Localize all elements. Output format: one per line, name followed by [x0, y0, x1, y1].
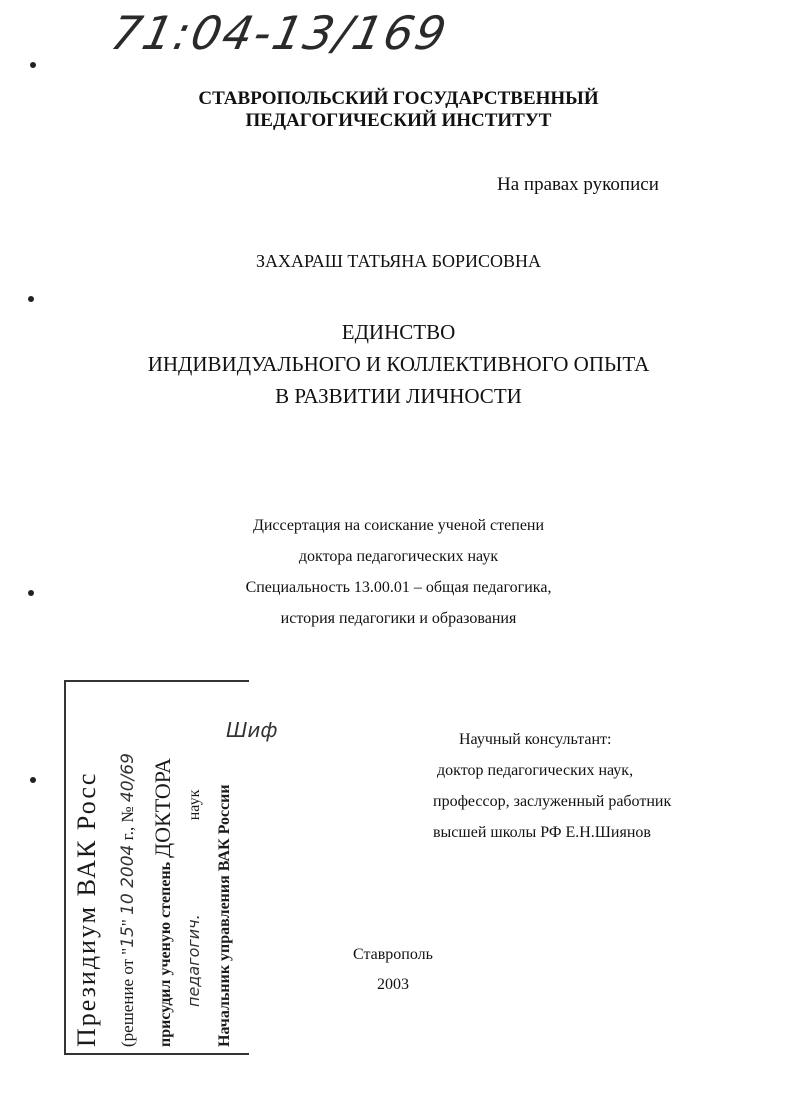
- dissertation-line: Диссертация на соискание ученой степени: [252, 517, 545, 534]
- city: Ставрополь: [353, 946, 433, 963]
- stamp-decision-suffix: г., №: [118, 806, 137, 841]
- consultant-degree: доктор педагогических наук,: [437, 762, 634, 779]
- archive-number: 71:04-13/169: [106, 6, 453, 60]
- stamp-line-presidium: Президиум ВАК Росс: [72, 771, 101, 1047]
- stamp-degree-big: ДОКТОРА: [150, 757, 175, 858]
- city-year: [353, 940, 433, 1000]
- title-line: ЕДИНСТВО: [341, 320, 456, 344]
- margin-dot: [28, 296, 34, 302]
- title-line: ИНДИВИДУАЛЬНОГО И КОЛЛЕКТИВНОГО ОПЫТА: [147, 352, 650, 376]
- stamp-line-head: Начальник управления ВАК России: [216, 784, 233, 1047]
- rights-note: На правах рукописи: [497, 174, 659, 195]
- dissertation-line: Специальность 13.00.01 – общая педагогика,: [245, 579, 552, 596]
- author-name: ЗАХАРАШ ТАТЬЯНА БОРИСОВНА: [255, 251, 541, 271]
- dissertation-title: [0, 316, 797, 412]
- title-line: В РАЗВИТИИ ЛИЧНОСТИ: [275, 384, 522, 408]
- dissertation-line: история педагогики и образования: [280, 610, 517, 627]
- consultant-label: Научный консультант:: [459, 731, 612, 748]
- stamp-decision-prefix: (решение от ": [118, 947, 137, 1047]
- stamp-line-decision: [118, 753, 138, 1047]
- institution-line: ПЕДАГОГИЧЕСКИЙ ИНСТИТУТ: [245, 110, 552, 131]
- signature: Шиф: [226, 718, 278, 742]
- dissertation-info: [0, 510, 797, 634]
- stamp-hand-day: 15: [118, 926, 138, 948]
- consultant-title: профессор, заслуженный работник: [433, 793, 672, 810]
- institution-line: СТАВРОПОЛЬСКИЙ ГОСУДАРСТВЕННЫЙ: [198, 88, 599, 109]
- margin-dot: [30, 62, 36, 68]
- stamp-hand-number: 40/69: [118, 753, 138, 803]
- vak-stamp: [64, 680, 249, 1055]
- institution-name: [0, 88, 797, 132]
- year: 2003: [376, 976, 409, 993]
- stamp-degree-prefix: присудил ученую степень: [157, 861, 174, 1047]
- stamp-field-suffix: наук: [186, 789, 203, 821]
- stamp-hand-field: педагогич.: [184, 914, 203, 1007]
- vak-stamp-text: [66, 682, 251, 1057]
- consultant-name: высшей школы РФ Е.Н.Шиянов: [433, 824, 651, 841]
- stamp-line-degree: [150, 758, 176, 1047]
- stamp-decision-mid: ": [118, 919, 137, 927]
- stamp-line-field: [184, 790, 204, 1047]
- dissertation-line: доктора педагогических наук: [298, 548, 499, 565]
- margin-dot: [30, 777, 36, 783]
- stamp-hand-date: 10 2004: [118, 844, 138, 915]
